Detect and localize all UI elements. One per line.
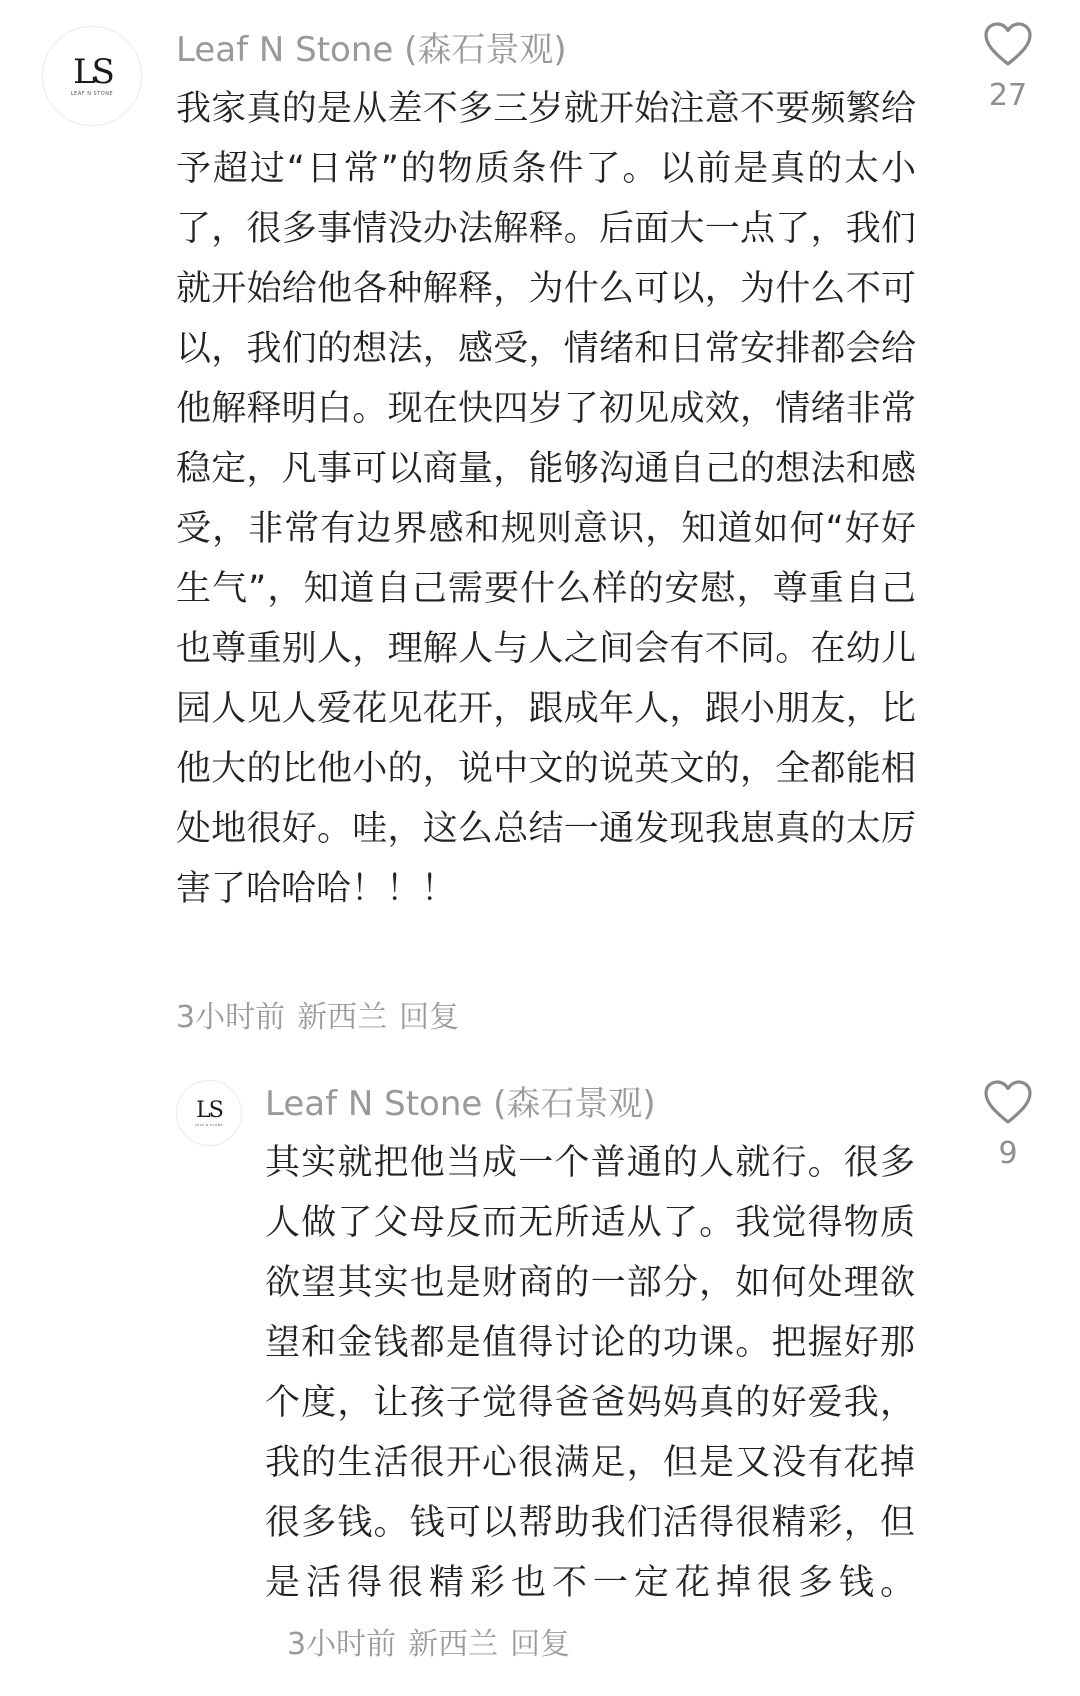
avatar-logo: LS xyxy=(73,52,111,92)
avatar-logo-tag: LEAF N STONE xyxy=(195,1122,223,1127)
reply-button[interactable]: 回复 xyxy=(399,1000,460,1035)
heart-icon xyxy=(983,22,1033,68)
comment-text: 我家真的是从差不多三岁就开始注意不要频繁给予超过“日常”的物质条件了。以前是真的太小了，很多事情没办法解释。后面大一点了，我们就开始给他各种解释，为什么可以，为什么不可以，我们的想法，感受，情绪和日常安排都会给他解释明白。现在快四岁了初见成效，情绪非常稳定，凡事可以商量，能够沟通自己的想法和感受，非常有边界感和规则意识，知道如何“好好生气”，知道自己需要什么样的安慰，尊重自己也尊重别人，理解人与人之间会有不同。在幼儿园人见人爱花见花开，跟成年人，跟小朋友，比他大的比他小的，说中文的说英文的，全都能相处地很好。哇，这么总结一通发现我崽真的太厉害了哈哈哈！！！ xyxy=(176,89,916,909)
comment-location: 新西兰 xyxy=(408,1627,499,1662)
avatar-logo-tag: LEAF N STONE xyxy=(70,91,114,97)
comment-meta xyxy=(287,1627,570,1662)
like-button[interactable] xyxy=(968,1080,1048,1174)
like-button[interactable] xyxy=(968,22,1048,116)
reply-button[interactable]: 回复 xyxy=(510,1627,571,1662)
comment-time: 3小时前 xyxy=(176,1000,286,1035)
comment-meta xyxy=(176,996,459,1040)
comment-text-container xyxy=(265,1133,915,1675)
avatar[interactable] xyxy=(42,26,142,126)
heart-icon xyxy=(983,1080,1033,1126)
like-count: 9 xyxy=(998,1136,1018,1171)
comment-username[interactable]: Leaf N Stone (森石景观) xyxy=(176,30,567,70)
avatar-logo: LS xyxy=(196,1097,222,1123)
comment-location: 新西兰 xyxy=(297,1000,388,1035)
like-count: 27 xyxy=(988,78,1028,113)
avatar[interactable] xyxy=(176,1080,242,1146)
comment-time: 3小时前 xyxy=(287,1627,397,1662)
comment-text: 其实就把他当成一个普通的人就行。很多人做了父母反而无所适从了。我觉得物质欲望其实也是财商的一部分，如何处理欲望和金钱都是值得讨论的功课。把握好那个度，让孩子觉得爸爸妈妈真的好爱我，我的生活很开心很满足，但是又没有花掉很多钱。钱可以帮助我们活得很精彩，但是活得很精彩也不一定花掉很多钱。 xyxy=(265,1143,915,1603)
comment-username[interactable]: Leaf N Stone (森石景观) xyxy=(265,1084,656,1124)
